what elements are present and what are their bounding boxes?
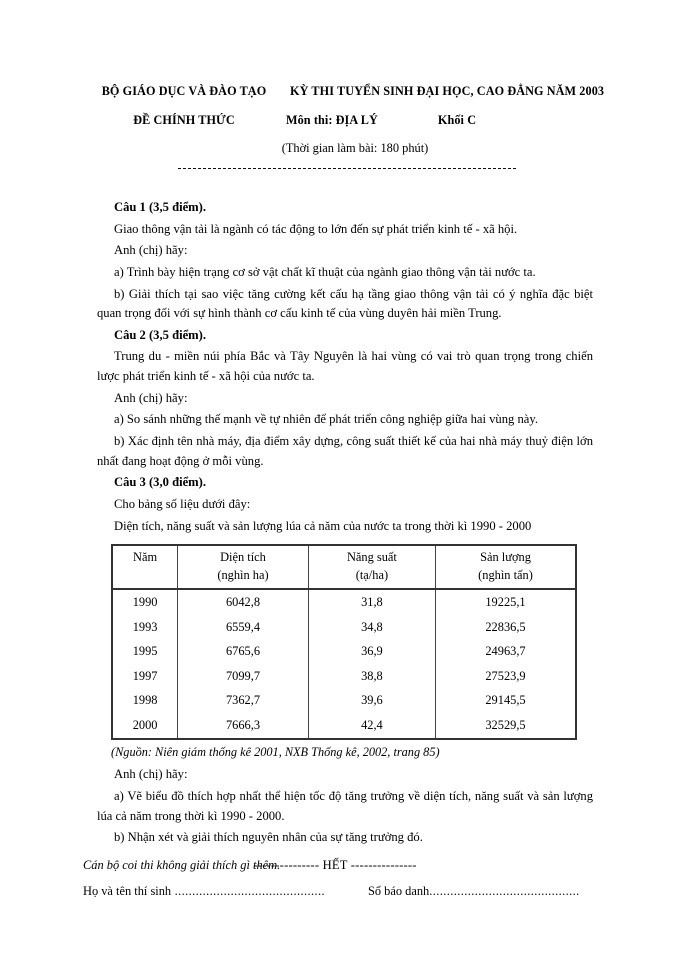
cell-area: 7666,3 [178, 714, 309, 740]
question-3-title: Câu 3 (3,0 điểm). [114, 475, 206, 490]
table-row [112, 640, 576, 665]
cell-area: 6042,8 [178, 589, 309, 615]
document-footer [83, 858, 603, 899]
exam-title: KỲ THI TUYỂN SINH ĐẠI HỌC, CAO ĐẲNG NĂM 2003 [290, 84, 605, 98]
data-table-wrapper [111, 544, 577, 740]
table-row [112, 714, 576, 740]
cell-yield: 31,8 [308, 589, 435, 615]
end-marker: --------------- HẾT --------------- [253, 857, 417, 872]
candidate-name-field [83, 884, 368, 899]
table-header-row [112, 545, 576, 589]
cell-year: 1998 [112, 689, 178, 714]
candidate-number-field [368, 884, 603, 899]
col-header-line1: Năng suất [346, 550, 397, 565]
cell-output: 32529,5 [436, 714, 576, 740]
table-head [112, 545, 576, 589]
question-3-table-caption: Diện tích, năng suất và sản lượng lúa cả năm của nước ta trong thời kì 1990 - 2000 [114, 518, 532, 533]
candidate-number-label: Số báo danh [368, 884, 430, 898]
cell-yield: 42,4 [308, 714, 435, 740]
candidate-number-dots[interactable]: ........................................... [429, 884, 580, 898]
cell-year: 1995 [112, 640, 178, 665]
table-col-header-year [112, 545, 178, 589]
table-col-header-output [436, 545, 576, 589]
question-1-title: Câu 1 (3,5 điểm). [114, 200, 206, 214]
cell-year: 1993 [112, 615, 178, 640]
candidate-name-dots[interactable]: ........................................... [171, 884, 326, 898]
ministry-label: BỘ GIÁO DỤC VÀ ĐÀO TẠO [101, 84, 267, 98]
header-divider [178, 168, 516, 169]
cell-output: 19225,1 [436, 589, 576, 615]
question-3-item-a: a) Vẽ biểu đồ thích hợp nhất thể hiện tốc độ tăng trưởng về diện tích, năng suất và sản lượng lúa cả năm trong thời kì 1990 - 2000. [97, 788, 593, 823]
question-2-intro: Trung du - miền núi phía Bắc và Tây Nguyên là hai vùng có vai trò quan trọng trong chiến lược phát triển kinh tế - xã hội của nước ta. [97, 349, 593, 384]
cell-yield: 39,6 [308, 689, 435, 714]
cell-yield: 34,8 [308, 615, 435, 640]
candidate-fields [83, 884, 603, 899]
cell-year: 2000 [112, 714, 178, 740]
cell-output: 24963,7 [436, 640, 576, 665]
col-header-line2: (nghìn ha) [217, 567, 269, 582]
invigilator-note: Cán bộ coi thi không giải thích gì thêm. [83, 858, 281, 872]
question-2-title: Câu 2 (3,5 điểm). [114, 327, 206, 342]
question-2-prompt: Anh (chị) hãy: [114, 390, 188, 405]
col-header-line1: Năm [133, 550, 158, 565]
header-row-primary [0, 84, 690, 99]
cell-yield: 38,8 [308, 664, 435, 689]
cell-year: 1990 [112, 589, 178, 615]
table-row [112, 689, 576, 714]
official-exam-label: ĐỀ CHÍNH THỨC [133, 113, 235, 127]
cell-output: 27523,9 [436, 664, 576, 689]
rice-statistics-table [111, 544, 577, 740]
cell-yield: 36,9 [308, 640, 435, 665]
exam-body [97, 198, 593, 876]
cell-output: 22836,5 [436, 615, 576, 640]
table-body [112, 589, 576, 739]
col-header-line2: (nghìn tấn) [478, 567, 533, 582]
question-2-item-b: b) Xác định tên nhà máy, địa điểm xây dựng, công suất thiết kế của hai nhà máy thuỷ điện lớn nhất đang hoạt động ở mỗi vùng. [97, 434, 593, 468]
question-2-item-a: a) So sánh những thế mạnh về tự nhiên để phát triển công nghiệp giữa hai vùng này. [114, 412, 538, 427]
question-2 [97, 326, 593, 471]
question-1-item-b: b) Giải thích tại sao việc tăng cường kết cấu hạ tầng giao thông vận tải có ý nghĩa đặc biệt quan trọng đối với sự hình thành cơ cấu kinh tế của vùng duyên hải miền Trung. [97, 286, 593, 321]
col-header-line1: Sản lượng [480, 550, 531, 565]
question-3-item-b: b) Nhận xét và giải thích nguyên nhân của sự tăng trưởng đó. [114, 830, 423, 845]
question-1-item-a: a) Trình bày hiện trạng cơ sở vật chất kĩ thuật của ngành giao thông vận tải nước ta. [114, 264, 536, 279]
cell-output: 29145,5 [436, 689, 576, 714]
question-3 [97, 473, 593, 848]
table-col-header-yield [308, 545, 435, 589]
question-1 [97, 198, 593, 324]
header-row-secondary [0, 113, 690, 128]
cell-area: 7362,7 [178, 689, 309, 714]
table-source: (Nguồn: Niên giám thống kê 2001, NXB Thống kê, 2002, trang 85) [111, 745, 440, 760]
question-1-prompt: Anh (chị) hãy: [114, 243, 188, 258]
table-row [112, 664, 576, 689]
question-3-prompt: Anh (chị) hãy: [114, 767, 188, 782]
col-header-line1: Diện tích [220, 550, 266, 565]
cell-area: 6559,4 [178, 615, 309, 640]
question-1-intro: Giao thông vận tải là ngành có tác động to lớn đến sự phát triển kinh tế - xã hội. [114, 221, 518, 236]
candidate-name-label: Họ và tên thí sinh [83, 884, 172, 898]
cell-area: 7099,7 [178, 664, 309, 689]
cell-area: 6765,6 [178, 640, 309, 665]
col-header-line2: (tạ/ha) [355, 567, 389, 582]
table-row [112, 615, 576, 640]
cell-year: 1997 [112, 664, 178, 689]
exam-duration: (Thời gian làm bài: 180 phút) [281, 141, 429, 155]
question-3-intro: Cho bảng số liệu dưới đây: [114, 496, 251, 511]
table-col-header-area [178, 545, 309, 589]
document-header [0, 84, 690, 156]
table-row [112, 589, 576, 615]
exam-block-label: Khối C [437, 113, 477, 127]
subject-label: Môn thi: ĐỊA LÝ [286, 113, 378, 127]
